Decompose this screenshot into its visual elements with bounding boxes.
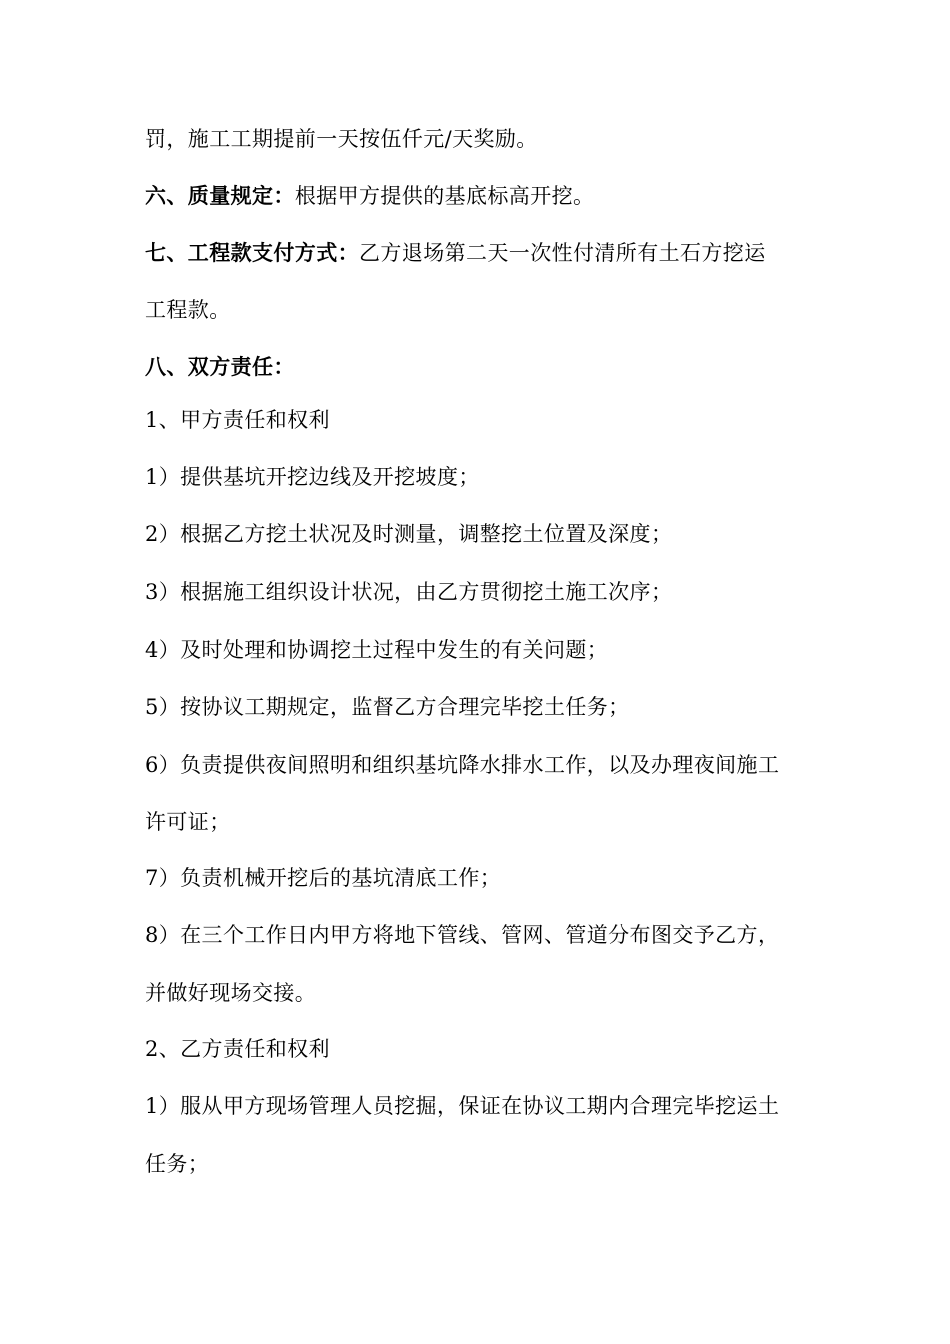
line-text: 任务； (145, 1152, 210, 1176)
line-text: 根据甲方提供的基底标高开挖。 (294, 184, 595, 208)
line-text: 5）按协议工期规定，监督乙方合理完毕挖土任务； (145, 695, 630, 719)
clause-heading: 七、工程款支付方式： (145, 240, 359, 265)
section-heading (145, 1035, 825, 1063)
clause-heading: 六、质量规定： (145, 183, 295, 208)
list-item (145, 693, 825, 721)
list-item (145, 864, 825, 892)
line-text: 2）根据乙方挖土状况及时测量，调整挖土位置及深度； (145, 522, 673, 546)
list-item (145, 751, 825, 779)
line-text: 3）根据施工组织设计状况，由乙方贯彻挖土施工次序； (145, 580, 673, 604)
clause-7-line (145, 239, 825, 267)
line-text: 6）负责提供夜间照明和组织基坑降水排水工作，以及办理夜间施工 (145, 753, 780, 777)
text-line (145, 1150, 825, 1178)
line-text: 1、甲方责任和权利 (145, 408, 330, 432)
text-line (145, 296, 825, 324)
line-text: 1）服从甲方现场管理人员挖掘，保证在协议工期内合理完毕挖运土 (145, 1094, 780, 1118)
clause-heading: 八、双方责任： (145, 354, 295, 379)
line-text: 工程款。 (145, 298, 231, 322)
line-text: 8）在三个工作日内甲方将地下管线、管网、管道分布图交予乙方， (145, 923, 780, 947)
list-item (145, 578, 825, 606)
list-item (145, 1092, 825, 1120)
text-line (145, 125, 825, 153)
text-line (145, 808, 825, 836)
clause-8-line (145, 353, 825, 381)
clause-6-line (145, 182, 825, 210)
line-text: 许可证； (145, 810, 231, 834)
line-text: 1）提供基坑开挖边线及开挖坡度； (145, 465, 480, 489)
line-text: 2、乙方责任和权利 (145, 1037, 330, 1061)
line-text: 乙方退场第二天一次性付清所有土石方挖运 (359, 241, 766, 265)
text-line (145, 979, 825, 1007)
list-item (145, 921, 825, 949)
list-item (145, 520, 825, 548)
list-item (145, 463, 825, 491)
line-text: 罚，施工工期提前一天按伍仟元/天奖励。 (145, 127, 538, 151)
line-text: 并做好现场交接。 (145, 981, 317, 1005)
line-text: 4）及时处理和协调挖土过程中发生的有关问题； (145, 638, 609, 662)
section-heading (145, 406, 825, 434)
list-item (145, 636, 825, 664)
line-text: 7）负责机械开挖后的基坑清底工作； (145, 866, 502, 890)
